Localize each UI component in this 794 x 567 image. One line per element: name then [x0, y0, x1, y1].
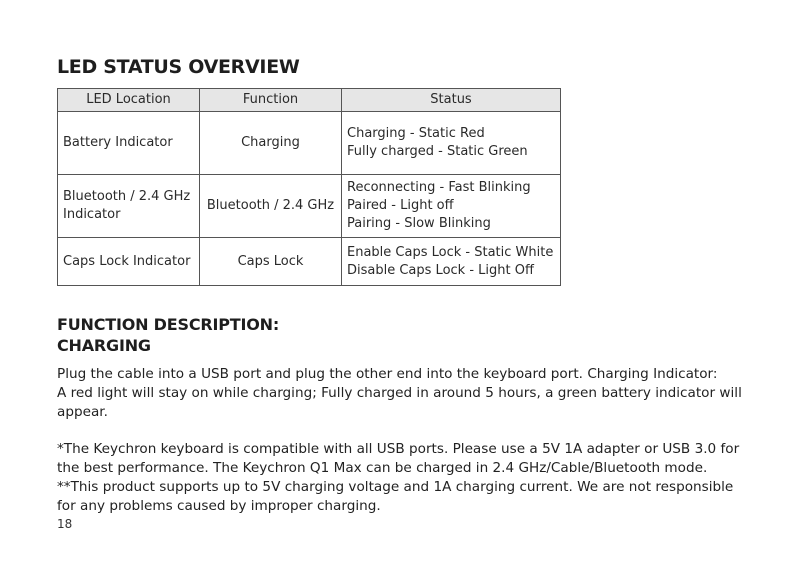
cell-text: Charging - Static Red: [347, 126, 485, 141]
paragraph-line: A red light will stay on while charging; Fully charged in around 5 hours, a green battery indicator will: [57, 385, 742, 401]
led-location-cell: [58, 112, 200, 175]
compatibility-note: [57, 440, 757, 516]
status-cell: [342, 238, 561, 286]
function-description-heading: [57, 314, 279, 356]
led-location-cell: [58, 238, 200, 286]
table-row-battery: [58, 112, 561, 175]
column-header-led-location: LED Location: [58, 89, 200, 112]
cell-text: Pairing - Slow Blinking: [347, 216, 491, 231]
table-row-bluetooth: [58, 175, 561, 238]
paragraph-line: the best performance. The Keychron Q1 Max can be charged in 2.4 GHz/Cable/Bluetooth mode.: [57, 460, 708, 476]
led-status-heading: LED STATUS OVERVIEW: [57, 56, 300, 78]
status-cell: [342, 175, 561, 238]
cell-text: Fully charged - Static Green: [347, 144, 528, 159]
cell-text: Bluetooth / 2.4 GHz: [63, 189, 191, 204]
cell-text: Bluetooth / 2.4 GHz: [206, 198, 335, 213]
cell-text: Disable Caps Lock - Light Off: [347, 262, 534, 278]
paragraph-line: appear.: [57, 404, 108, 420]
cell-text: Paired - Light off: [347, 198, 454, 213]
led-status-table: [57, 88, 561, 286]
column-header-status: Status: [342, 89, 561, 112]
function-cell: [200, 238, 342, 286]
cell-text: Battery Indicator: [63, 135, 173, 150]
page-number: 18: [57, 517, 73, 531]
status-cell: [342, 112, 561, 175]
table-header-row: [58, 89, 561, 112]
heading-line: CHARGING: [57, 336, 151, 355]
function-cell: [200, 112, 342, 175]
paragraph-line: for any problems caused by improper charging.: [57, 498, 381, 514]
paragraph-line: **This product supports up to 5V charging voltage and 1A charging current. We are not responsible: [57, 479, 734, 495]
cell-text: Indicator: [63, 207, 121, 222]
cell-text: Caps Lock: [237, 253, 304, 269]
cell-text: Enable Caps Lock - Static White: [347, 244, 554, 260]
paragraph-line: *The Keychron keyboard is compatible with all USB ports. Please use a 5V 1A adapter or USB 3.0 for: [57, 441, 740, 457]
column-header-function: Function: [200, 89, 342, 112]
charging-paragraph: [57, 365, 757, 422]
heading-line: FUNCTION DESCRIPTION:: [57, 315, 280, 334]
table-row-caps-lock: [58, 238, 561, 286]
paragraph-line: Plug the cable into a USB port and plug the other end into the keyboard port. Charging Indicator:: [57, 366, 718, 382]
function-cell: [200, 175, 342, 238]
cell-text: Reconnecting - Fast Blinking: [347, 180, 531, 195]
cell-text: Caps Lock Indicator: [63, 253, 191, 269]
led-location-cell: [58, 175, 200, 238]
cell-text: Charging: [241, 135, 300, 150]
